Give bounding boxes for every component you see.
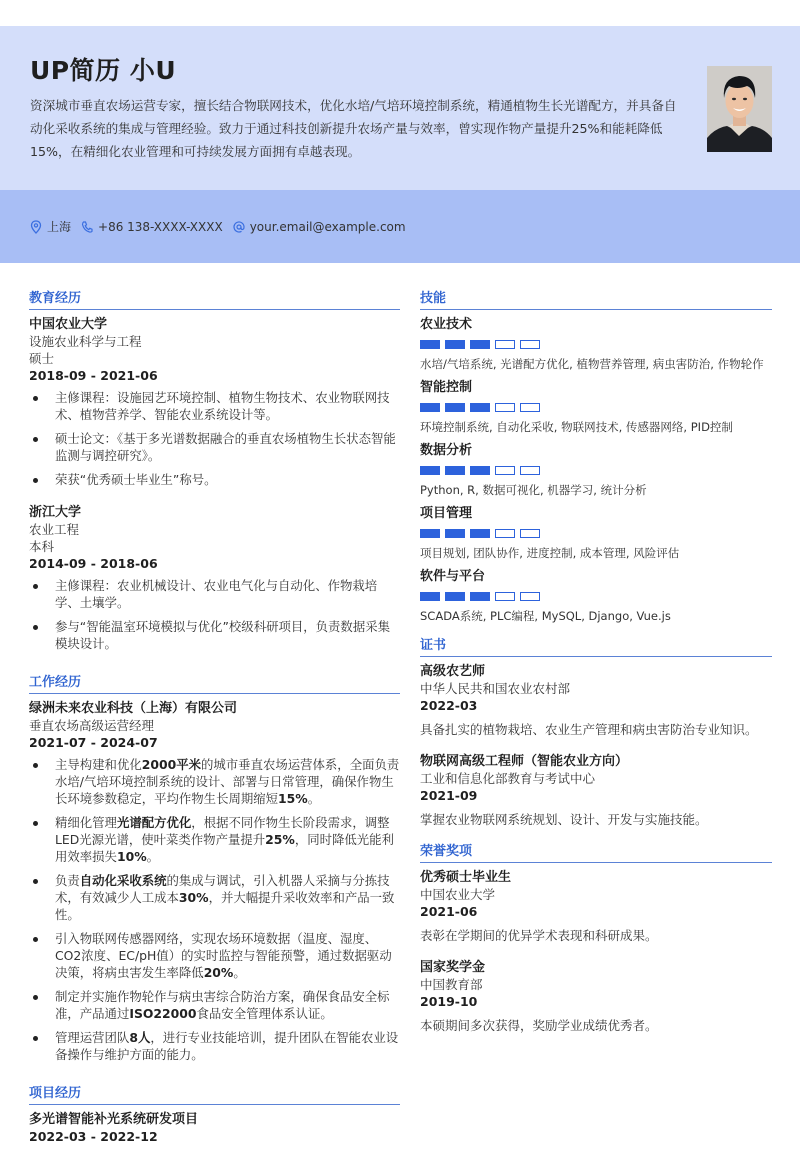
- bullet-item: 制定并实施作物轮作与病虫害综合防治方案，确保食品安全标准，产品通过ISO22000食品安全管理体系认证。: [29, 988, 400, 1022]
- awards-section: [420, 843, 772, 1039]
- phone-text: +86 138-XXXX-XXXX: [98, 219, 223, 234]
- section-title-skills: 技能: [420, 290, 772, 310]
- level-block-filled: [420, 592, 440, 601]
- major: 设施农业科学与工程: [29, 334, 142, 349]
- bullet-item: 参与“智能温室环境模拟与优化”校级科研项目，负责数据采集模块设计。: [29, 618, 400, 652]
- bullet-item: 主修课程：设施园艺环境控制、植物生物技术、农业物联网技术、植物营养学、智能农业系统设计等。: [29, 389, 400, 423]
- date: 2021-09: [420, 788, 478, 803]
- project-name: 多光谱智能补光系统研发项目: [29, 1112, 199, 1127]
- description: 本硕期间多次获得，奖励学业成绩优秀者。: [420, 1018, 658, 1033]
- skill-name: 智能控制: [420, 380, 473, 395]
- date-range: 2018-09 - 2021-06: [29, 368, 158, 383]
- bullet-item: 荣获“优秀硕士毕业生”称号。: [29, 471, 400, 488]
- level-block-filled: [445, 466, 465, 475]
- skill-keywords: SCADA系统, PLC编程, MySQL, Django, Vue.js: [420, 609, 671, 623]
- certificate-name: 高级农艺师: [420, 664, 486, 679]
- level-block-filled: [470, 403, 490, 412]
- bullet-item: 精细化管理光谱配方优化，根据不同作物生长阶段需求，调整LED光源光谱，使叶菜类作物产量提升25%，同时降低光能利用效率损失10%。: [29, 814, 400, 865]
- skill-item: [420, 568, 772, 624]
- level-block-filled: [470, 592, 490, 601]
- level-block-empty: [495, 466, 515, 475]
- candidate-name: UP简历 小U: [30, 56, 177, 85]
- description: 具备扎实的植物栽培、农业生产管理和病虫害防治专业知识。: [420, 722, 758, 737]
- school-name: 中国农业大学: [29, 317, 108, 332]
- section-title-certificates: 证书: [420, 637, 772, 657]
- phone-icon: [81, 220, 93, 234]
- level-block-filled: [420, 529, 440, 538]
- award-entry: [420, 869, 772, 949]
- education-bullets: [29, 389, 400, 488]
- level-block-filled: [420, 340, 440, 349]
- skill-level-meter: [420, 466, 772, 475]
- award-name: 优秀硕士毕业生: [420, 870, 512, 885]
- date: 2022-03: [420, 698, 478, 713]
- bullet-item: 主修课程：农业机械设计、农业电气化与自动化、作物栽培学、土壤学。: [29, 577, 400, 611]
- skill-level-meter: [420, 403, 772, 412]
- resume-header: [0, 26, 800, 190]
- bullet-item: 管理运营团队8人，进行专业技能培训，提升团队在智能农业设备操作与维护方面的能力。: [29, 1029, 400, 1063]
- bullet-item: 引入物联网传感器网络，实现农场环境数据（温度、湿度、CO2浓度、EC/pH值）的实时监控与智能预警，通过数据驱动决策，将病虫害发生率降低20%。: [29, 930, 400, 981]
- skill-item: [420, 442, 772, 498]
- contact-phone[interactable]: [81, 220, 223, 234]
- issuer: 工业和信息化部教育与考试中心: [420, 771, 596, 786]
- skill-item: [420, 379, 772, 435]
- date: 2021-06: [420, 904, 478, 919]
- contact-email[interactable]: [233, 220, 406, 234]
- skill-level-meter: [420, 592, 772, 601]
- level-block-empty: [520, 466, 540, 475]
- location-text: 上海: [47, 220, 72, 234]
- level-block-filled: [420, 403, 440, 412]
- skill-name: 数据分析: [420, 443, 473, 458]
- level-block-empty: [520, 340, 540, 349]
- degree: 硕士: [29, 351, 55, 366]
- certificates-section: [420, 637, 772, 833]
- date-range: 2014-09 - 2018-06: [29, 556, 158, 571]
- skill-keywords: Python, R, 数据可视化, 机器学习, 统计分析: [420, 483, 647, 497]
- award-name: 国家奖学金: [420, 960, 486, 975]
- issuer: 中国农业大学: [420, 887, 496, 902]
- description: 表彰在学期间的优异学术表现和科研成果。: [420, 928, 658, 943]
- level-block-filled: [445, 592, 465, 601]
- email-text: your.email@example.com: [249, 219, 406, 234]
- company-name: 绿洲未来农业科技（上海）有限公司: [29, 701, 238, 716]
- section-title-awards: 荣誉奖项: [420, 843, 772, 863]
- level-block-filled: [445, 529, 465, 538]
- contact-bar: [0, 190, 800, 263]
- date-range: 2022-03 - 2022-12: [29, 1129, 158, 1144]
- work-entry: [29, 700, 400, 1063]
- skill-level-meter: [420, 529, 772, 538]
- issuer: 中华人民共和国农业农村部: [420, 681, 571, 696]
- level-block-empty: [495, 592, 515, 601]
- skills-list: [420, 316, 772, 624]
- issuer: 中国教育部: [420, 977, 483, 992]
- major: 农业工程: [29, 522, 80, 537]
- page-top-margin: [0, 0, 800, 26]
- education-entry: [29, 504, 400, 652]
- at-sign-icon: [233, 220, 245, 234]
- skill-keywords: 项目规划, 团队协作, 进度控制, 成本管理, 风险评估: [420, 546, 680, 560]
- job-title: 垂直农场高级运营经理: [29, 718, 155, 733]
- skill-level-meter: [420, 340, 772, 349]
- date: 2019-10: [420, 994, 478, 1009]
- skill-item: [420, 505, 772, 561]
- description: 掌握农业物联网系统规划、设计、开发与实施技能。: [420, 812, 708, 827]
- skill-keywords: 环境控制系统, 自动化采收, 物联网技术, 传感器网络, PID控制: [420, 420, 733, 434]
- skill-name: 项目管理: [420, 506, 473, 521]
- level-block-filled: [470, 529, 490, 538]
- level-block-filled: [420, 466, 440, 475]
- skill-name: 软件与平台: [420, 569, 486, 584]
- level-block-empty: [520, 403, 540, 412]
- skill-keywords: 水培/气培系统, 光谱配方优化, 植物营养管理, 病虫害防治, 作物轮作: [420, 357, 764, 371]
- level-block-empty: [495, 340, 515, 349]
- projects-section: [29, 1085, 400, 1145]
- bullet-item: 硕士论文：《基于多光谱数据融合的垂直农场植物生长状态智能监测与调控研究》。: [29, 430, 400, 464]
- skills-section: [420, 290, 772, 624]
- work-bullets: [29, 756, 400, 1063]
- contact-location: [30, 218, 71, 235]
- certificate-entry: [420, 663, 772, 743]
- work-section: [29, 674, 400, 1063]
- left-column: [29, 290, 400, 1155]
- level-block-empty: [495, 403, 515, 412]
- level-block-empty: [520, 592, 540, 601]
- certificate-name: 物联网高级工程师（智能农业方向）: [420, 754, 629, 769]
- degree: 本科: [29, 539, 55, 554]
- certificate-entry: [420, 753, 772, 833]
- section-title-education: 教育经历: [29, 290, 400, 310]
- level-block-filled: [445, 403, 465, 412]
- right-column: [420, 290, 772, 1049]
- date-range: 2021-07 - 2024-07: [29, 735, 158, 750]
- education-bullets: [29, 577, 400, 652]
- project-entry: [29, 1111, 400, 1145]
- location-pin-icon: [30, 220, 42, 234]
- bullet-item: 主导构建和优化2000平米的城市垂直农场运营体系，全面负责水培/气培环境控制系统的设计、部署与日常管理，确保作物生长环境参数稳定，平均作物生长周期缩短15%。: [29, 756, 400, 807]
- award-entry: [420, 959, 772, 1039]
- education-entry: [29, 316, 400, 488]
- level-block-filled: [470, 466, 490, 475]
- education-section: [29, 290, 400, 652]
- level-block-empty: [520, 529, 540, 538]
- profile-photo: [707, 66, 772, 152]
- section-title-work: 工作经历: [29, 674, 400, 694]
- profile-summary: 资深城市垂直农场运营专家，擅长结合物联网技术，优化水培/气培环境控制系统，精通植物生长光谱配方，并具备自动化采收系统的集成与管理经验。致力于通过科技创新提升农场产量与效率，曾实现作物产量提升25%和能耗降低15%，在精细化农业管理和可持续发展方面拥有卓越表现。: [30, 98, 677, 159]
- section-title-projects: 项目经历: [29, 1085, 400, 1105]
- skill-name: 农业技术: [420, 317, 473, 332]
- portrait-image: [707, 66, 772, 152]
- skill-item: [420, 316, 772, 372]
- level-block-filled: [470, 340, 490, 349]
- bullet-item: 负责自动化采收系统的集成与调试，引入机器人采摘与分拣技术，有效减少人工成本30%，并大幅提升采收效率和产品一致性。: [29, 872, 400, 923]
- level-block-filled: [445, 340, 465, 349]
- level-block-empty: [495, 529, 515, 538]
- school-name: 浙江大学: [29, 505, 82, 520]
